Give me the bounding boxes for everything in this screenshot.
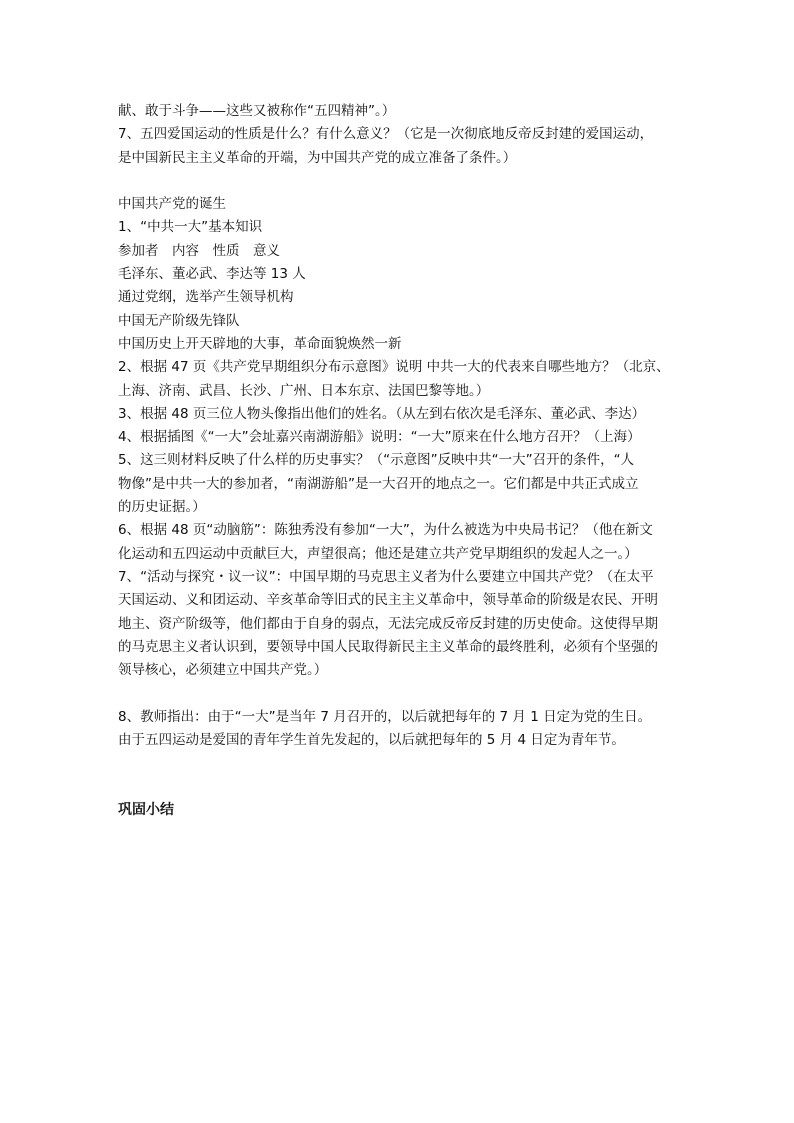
text-line: 毛泽东、董必武、李达等 13 人	[118, 266, 306, 283]
blank-line	[118, 170, 678, 193]
section-cpc-founding	[118, 193, 678, 682]
text-line: 的历史证据。）	[118, 499, 206, 516]
text-line: 中国历史上开天辟地的大事，革命面貌焕然一新	[118, 335, 402, 352]
text-line: 的马克思主义者认识到，要领导中国人民取得新民主主义革命的最终胜利，必须有个坚强的	[118, 638, 658, 655]
text-line: 2、根据 47 页《共产党早期组织分布示意图》说明 中共一大的代表来自哪些地方？（北京、	[118, 359, 670, 376]
text-line: 化运动和五四运动中贡献巨大，声望很高；他还是建立共产党早期组织的发起人之一。）	[118, 545, 638, 562]
text-line: 通过党纲，选举产生领导机构	[118, 289, 294, 306]
text-line: 献、敢于斗争——这些又被称作“五四精神”。）	[118, 103, 396, 119]
text-line: 是中国新民主主义革命的开端，为中国共产党的成立准备了条件。）	[118, 149, 517, 166]
blank-line	[118, 752, 678, 775]
text-line: 8、教师指出：由于“一大”是当年 7 月召开的，以后就把每年的 7 月 1 日定为党的生日。	[118, 708, 652, 725]
text-line: 7、“活动与探究・议一议”：中国早期的马克思主义者为什么要建立中国共产党？（在太平	[118, 568, 654, 585]
text-line: 5、这三则材料反映了什么样的历史事实？（“示意图”反映中共“一大”召开的条件，“人	[118, 452, 635, 469]
text-line: 1、“中共一大”基本知识	[118, 219, 263, 236]
paragraph-teacher-note	[118, 706, 678, 753]
text-line: 由于五四运动是爱国的青年学生首先发起的，以后就把每年的 5 月 4 日定为青年节。	[118, 732, 625, 749]
text-line: 3、根据 48 页三位人物头像指出他们的姓名。（从左到右依次是毛泽东、董必武、李达）	[118, 405, 646, 422]
text-line: 参加者 内容 性质 意义	[118, 242, 280, 259]
blank-line	[118, 682, 678, 705]
text-line: 天国运动、义和团运动、辛亥革命等旧式的民主主义革命中，领导革命的阶级是农民、开明	[118, 592, 658, 609]
paragraph-wusi-meaning	[118, 100, 678, 170]
text-line: 6、根据 48 页“动脑筋”：陈独秀没有参加“一大”，为什么被选为中央局书记？（他在新文	[118, 522, 653, 539]
text-line: 物像”是中共一大的参加者，“南湖游船”是一大召开的地点之一。它们都是中共正式成立	[118, 475, 639, 492]
text-line: 领导核心，必须建立中国共产党。）	[118, 662, 328, 679]
blank-line	[118, 776, 678, 799]
text-line: 上海、济南、武昌、长沙、广州、日本东京、法国巴黎等地。）	[118, 382, 490, 399]
text-line: 4、根据插图《“一大”会址嘉兴南湖游船》说明：“一大”原来在什么地方召开？（上海）	[118, 429, 641, 446]
text-line: 中国无产阶级先锋队	[118, 312, 240, 329]
summary-heading: 巩固小结	[118, 801, 174, 818]
section-heading: 中国共产党的诞生	[118, 196, 226, 213]
text-line: 7、五四爱国运动的性质是什么？有什么意义？（它是一次彻底地反帝反封建的爱国运动，	[118, 126, 654, 143]
text-line: 地主、资产阶级等，他们都由于自身的弱点，无法完成反帝反封建的历史使命。这使得早期	[118, 615, 658, 632]
document-body	[118, 100, 678, 822]
